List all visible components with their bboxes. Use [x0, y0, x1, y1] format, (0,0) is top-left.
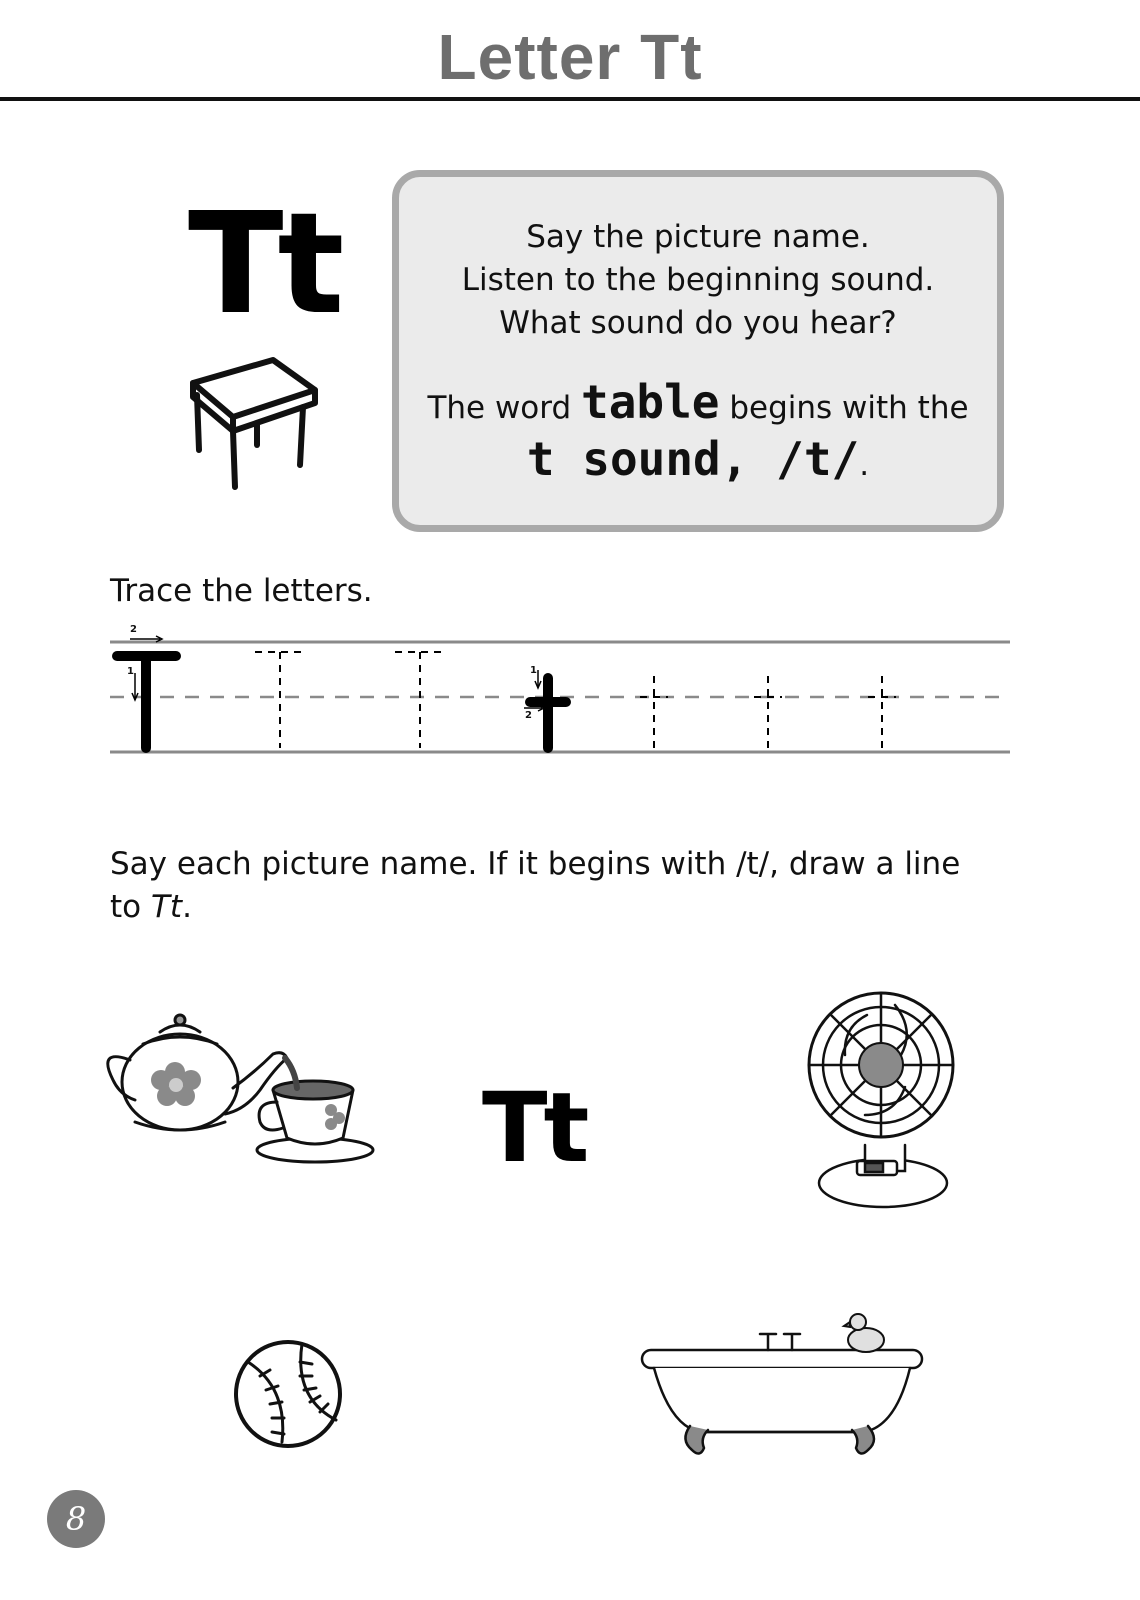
- ball-icon: [232, 1338, 344, 1450]
- sound-text: t sound, /t/: [526, 432, 860, 486]
- match-instruction-target: Tt: [150, 889, 183, 925]
- match-center-letters: Tt: [482, 1072, 586, 1184]
- feature-letters: Tt: [188, 183, 339, 346]
- match-instruction-end: .: [182, 889, 192, 925]
- stroke-number-2-upper: 2: [130, 624, 137, 635]
- teapot-icon: [105, 1010, 385, 1180]
- example-word: table: [581, 375, 720, 429]
- info-line-2: Listen to the beginning sound.: [461, 262, 935, 298]
- word-suffix: begins with the: [729, 390, 969, 426]
- dashed-uppercase-t: [255, 652, 445, 748]
- info-line-1: Say the picture name.: [526, 219, 870, 255]
- dashed-lowercase-t: [640, 676, 896, 748]
- sound-sentence: [392, 432, 1004, 486]
- sound-period: .: [859, 447, 870, 483]
- word-prefix: The word: [427, 390, 572, 426]
- stroke-number-1-upper: 1: [127, 666, 134, 677]
- model-uppercase-t: [117, 636, 176, 748]
- info-line-3: What sound do you hear?: [499, 305, 897, 341]
- match-instruction-text: Say each picture name. If it begins with /t/, draw a line to: [110, 846, 961, 925]
- table-icon: [185, 355, 325, 495]
- word-sentence: [392, 372, 1004, 438]
- stroke-number-1-lower: 1: [530, 665, 537, 676]
- model-lowercase-t: [524, 670, 566, 748]
- rubber-duck-icon: [844, 1314, 884, 1352]
- page-title: Letter Tt: [437, 21, 703, 93]
- title-divider: [0, 97, 1140, 101]
- match-instruction: [110, 843, 990, 929]
- stroke-number-2-lower: 2: [525, 710, 532, 721]
- page-number-badge: 8: [47, 1490, 105, 1548]
- tracing-lines: [0, 600, 1140, 760]
- bathtub-icon: [640, 1308, 930, 1468]
- info-instructions: [392, 216, 1004, 345]
- trace-label: Trace the letters.: [110, 573, 373, 609]
- fan-icon: [805, 975, 965, 1215]
